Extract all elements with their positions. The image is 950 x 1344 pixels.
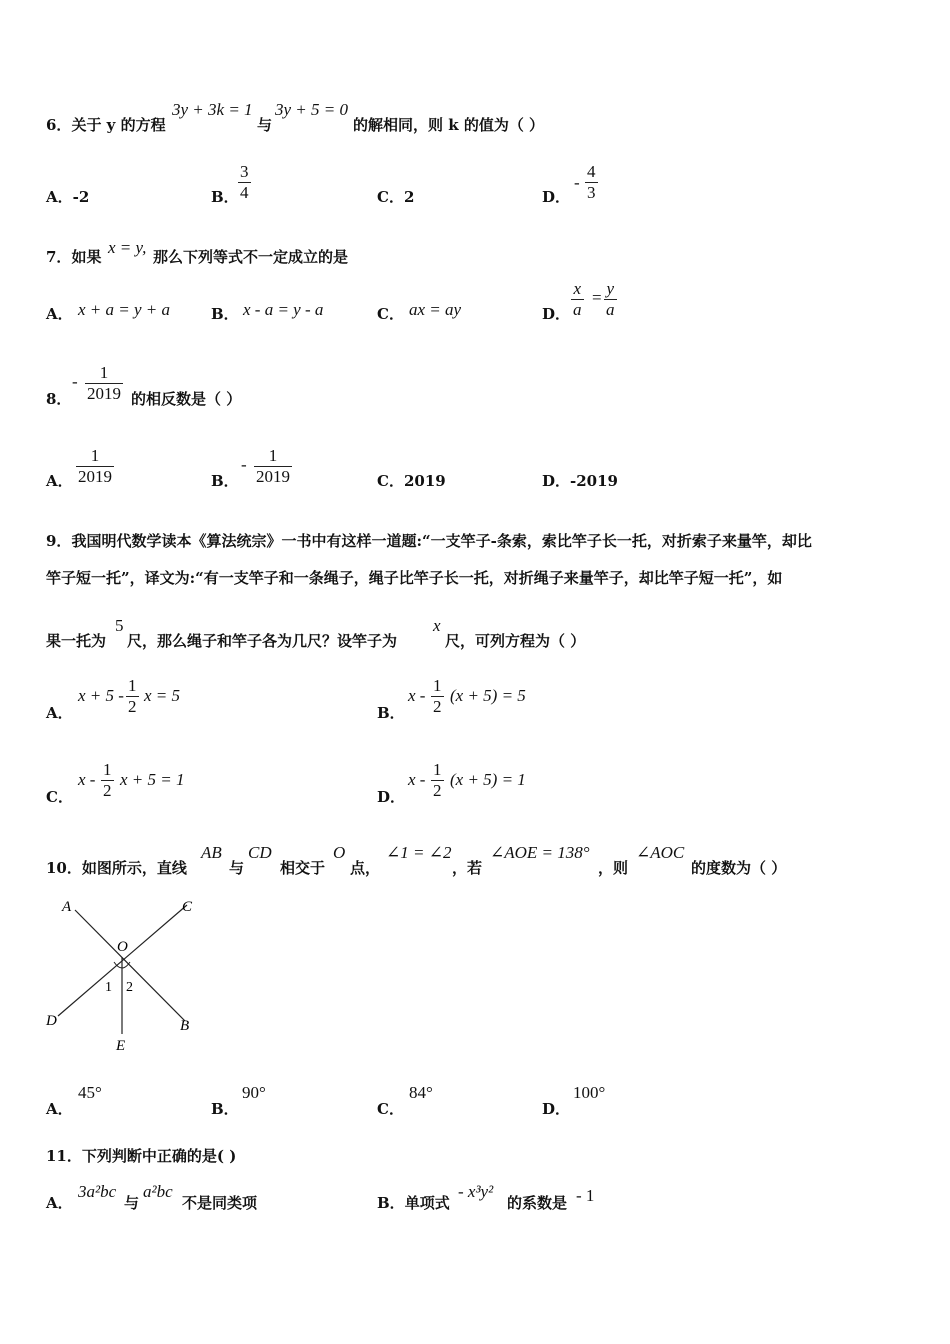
q8-stem-sign: - [72,372,78,391]
q8-option-a-label[interactable]: A． [46,472,73,490]
q9-option-c-label[interactable]: C． [46,788,73,806]
q9-option-a-post: x = 5 [144,686,181,705]
q6-stem [46,114,166,135]
q7-option-a-label[interactable]: A． [46,305,73,323]
q10-point-o: O [333,843,346,862]
q10-line-cd: CD [248,843,272,862]
label-c: C [182,899,193,915]
q11-stem [46,1145,236,1166]
q6-option-b-fraction [238,162,251,203]
q9-option-d-post: (x + 5) = 1 [450,770,526,789]
label-1: 1 [105,980,112,995]
q6-equation-2: 3y + 5 = 0 [275,100,348,119]
denominator: 3 [587,183,596,202]
q10-option-a-value: 45° [78,1083,102,1102]
q9-option-d-fraction [431,760,444,801]
q10-option-b-value: 90° [242,1083,266,1102]
q10-option-c-label[interactable]: C． [377,1100,404,1118]
denominator: 4 [240,183,249,202]
q10-option-b-label[interactable]: B． [211,1100,239,1118]
label-d: D [46,1013,57,1029]
q6-option-d-label[interactable]: D． [542,188,571,206]
q9-option-b-post: (x + 5) = 5 [450,686,526,705]
q10-stem-text-b: 与 [229,859,245,877]
option-label: B． [377,1194,405,1212]
q9-line-1-text: 我国明代数学读本《算法统宗》一书中有这样一道题:“一支竿子-条索，索比竿子长一托，对折索子来量竿，却比 [71,532,812,550]
q10-line-ab: AB [201,843,222,862]
q9-line-3-a: 果一托为 [46,632,107,650]
option-label: D． [542,472,571,490]
q11-option-b-coefficient: - 1 [576,1186,595,1205]
q10-number: 10． [46,859,82,877]
denominator: 2 [433,781,442,800]
q10-stem-text-d: 点， [350,859,381,877]
q7-stem-text-b: 那么下列等式不一定成立的是 [153,248,349,266]
q8-option-b-fraction [254,446,292,487]
numerator: 1 [268,446,278,465]
numerator: 3 [240,162,249,181]
q6-number: 6． [46,116,72,134]
q6-stem-text-c: 的解相同，则 k 的值为（ ） [353,116,545,134]
denominator: 2019 [78,467,112,486]
denominator: 2 [103,781,112,800]
q9-option-d-pre: x - [408,770,426,789]
q8-option-c[interactable] [377,470,446,491]
denominator: a [573,300,582,319]
q10-stem-text-g: 的度数为（ ） [691,859,787,877]
q9-option-d-label[interactable]: D． [377,788,406,806]
q10-option-c-value: 84° [409,1083,433,1102]
q10-stem-text-a: 如图所示，直线 [81,859,187,877]
q9-option-c-fraction [101,760,114,801]
q8-option-a-fraction [76,446,114,487]
label-2: 2 [126,980,133,995]
q7-option-a-value: x + a = y + a [78,300,171,319]
q8-stem-text: 的相反数是（ ） [131,390,242,408]
q11-option-b-monomial: - x³y² [458,1182,494,1201]
option-text-1: 单项式 [404,1194,450,1212]
q9-option-b-fraction [431,676,444,717]
q7-stem-text-a: 如果 [71,248,102,266]
q9-line-3-b: 尺，那么绳子和竿子各为几尺？设竿子为 [127,632,398,650]
option-value: -2019 [570,472,618,490]
q8-option-b-sign: - [241,455,247,474]
numerator: x [573,279,582,298]
q7-option-d-fraction-left [571,279,584,320]
q9-number: 9． [46,532,72,550]
q6-equation-1: 3y + 3k = 1 [172,100,253,119]
q10-option-d-label[interactable]: D． [542,1100,571,1118]
q9-option-a-pre: x + 5 - [78,686,124,705]
q9-option-a-label[interactable]: A． [46,704,73,722]
q9-option-b-label[interactable]: B． [377,704,405,722]
q10-stem-a [46,857,187,878]
q9-option-a-fraction [126,676,139,717]
q11-option-a-text-1: 与 [124,1194,140,1212]
q6-stem-text-a: 关于 y 的方程 [71,116,166,134]
q9-option-b-pre: x - [408,686,426,705]
label-b: B [180,1018,190,1034]
q7-number: 7． [46,248,72,266]
q8-stem-fraction [85,363,123,404]
q8-option-b-label[interactable]: B． [211,472,239,490]
q10-stem-text-e: ，若 [452,859,483,877]
q11-option-a-label[interactable]: A． [46,1194,73,1212]
q9-line-3-c: 尺，可列方程为（ ） [445,632,586,650]
q9-option-c-pre: x - [78,770,96,789]
label-o: O [117,939,128,955]
q7-stem-a [46,246,101,267]
option-value: -2 [72,188,90,206]
q11-number: 11． [46,1147,82,1165]
q6-option-c[interactable] [377,186,414,207]
q7-option-b-value: x - a = y - a [243,300,324,319]
q11-option-b-label[interactable] [377,1192,450,1213]
q10-stem-text-f: ，则 [598,859,629,877]
q9-variable-x: x [433,616,441,635]
numerator: 4 [587,162,596,181]
line-ab [75,910,185,1021]
q8-option-d[interactable] [542,470,618,491]
q9-option-c-post: x + 5 = 1 [120,770,185,789]
option-label: C． [377,188,404,206]
q6-option-d-sign: - [574,173,580,192]
q7-option-c-value: ax = ay [409,300,462,319]
denominator: a [606,300,615,319]
option-value: 2 [403,188,415,206]
q9-line-2: 竿子短一托”，译文为:“有一支竿子和一条绳子，绳子比竿子长一托，对折绳子来量竿子，却比竿子短一托”，如 [46,569,783,587]
q10-option-a-label[interactable]: A． [46,1100,73,1118]
denominator: 2019 [87,384,121,403]
denominator: 2 [433,697,442,716]
q10-angle-equality: ∠1 = ∠2 [386,843,452,862]
q10-angle-aoc: ∠AOC [636,843,685,862]
denominator: 2019 [256,467,290,486]
q10-option-d-value: 100° [573,1083,606,1102]
numerator: 1 [433,676,442,695]
q7-equation: x = y, [108,238,147,257]
q7-option-d-equals: = [592,288,602,307]
q8-number: 8． [46,390,72,408]
q9-value-5: 5 [115,616,124,635]
option-label: C． [377,472,404,490]
q10-angle-aoe: ∠AOE = 138° [490,843,590,862]
q11-stem-text: 下列判断中正确的是( ) [81,1147,237,1165]
denominator: 2 [128,697,137,716]
q6-option-b-label[interactable]: B． [211,188,239,206]
q6-option-d-fraction [585,162,598,203]
q11-option-a-term-2: a²bc [143,1182,173,1201]
q7-option-d-label[interactable]: D． [542,305,571,323]
q7-option-d-fraction-right [604,279,617,320]
q6-option-a[interactable] [46,186,89,207]
q6-stem-text-b: 与 [257,116,273,134]
label-a: A [62,899,72,915]
numerator: 1 [90,446,100,465]
q7-option-b-label[interactable]: B． [211,305,239,323]
option-value: 2019 [403,472,446,490]
q10-figure [40,890,220,1060]
label-e: E [116,1038,126,1054]
q9-line-1 [46,530,812,551]
numerator: y [606,279,615,298]
option-label: A． [46,188,73,206]
q10-stem-text-c: 相交于 [280,859,326,877]
q11-option-a-text-2: 不是同类项 [182,1194,258,1212]
q7-option-c-label[interactable]: C． [377,305,404,323]
q11-option-b-text-2: 的系数是 [507,1194,568,1212]
numerator: 1 [99,363,109,382]
q11-option-a-term-1: 3a²bc [78,1182,117,1201]
numerator: 1 [433,760,442,779]
numerator: 1 [128,676,137,695]
numerator: 1 [103,760,112,779]
